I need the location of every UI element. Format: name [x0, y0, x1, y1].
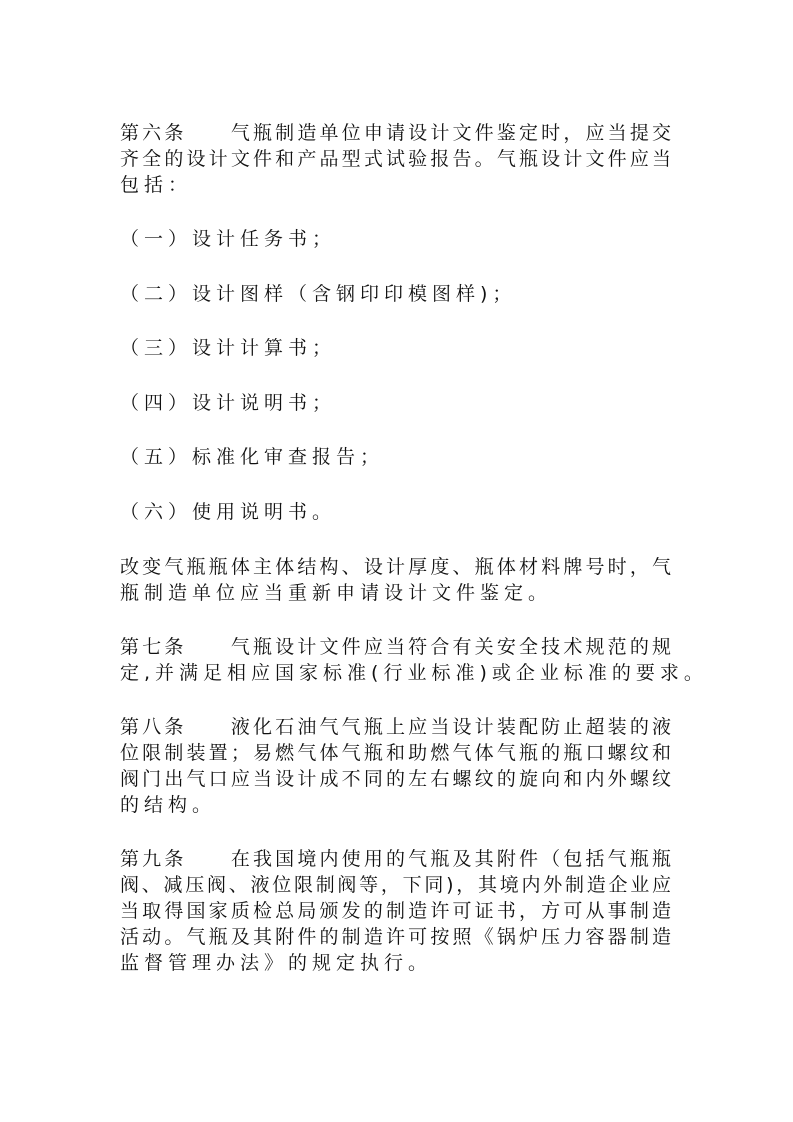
text-line: 监督管理办法》的规定执行。 — [120, 951, 433, 974]
text-line: 包括： — [120, 174, 193, 196]
text-line: （六）使用说明书。 — [120, 500, 337, 523]
list-item — [120, 444, 671, 470]
text-line: （一）设计任务书； — [120, 228, 337, 250]
text-line: （二）设计图样（含钢印印模图样)； — [120, 282, 517, 305]
paragraph — [120, 120, 671, 198]
text-line: 阀门出气口应当设计成不同的左右螺纹的旋向和内外螺纹 — [120, 767, 671, 790]
list-item — [120, 335, 671, 361]
list-item — [120, 226, 671, 252]
text-line: （三）设计计算书； — [120, 337, 337, 360]
text-line: 阀、减压阀、液位限制阀等，下同)，其境内外制造企业应 — [120, 873, 671, 896]
text-line: （四）设计说明书； — [120, 391, 337, 414]
paragraph — [120, 714, 671, 818]
text-line: 第九条 在我国境内使用的气瓶及其附件（包括气瓶瓶 — [120, 847, 671, 870]
text-line: 定,并满足相应国家标准(行业标准)或企业标准的要求。 — [120, 661, 708, 684]
text-line: 第八条 液化石油气气瓶上应当设计装配防止超装的液 — [120, 715, 671, 738]
text-line: 瓶制造单位应当重新申请设计文件鉴定。 — [120, 581, 553, 604]
paragraph — [120, 554, 671, 606]
document-body — [120, 120, 708, 1004]
text-line: 活动。气瓶及其附件的制造许可按照《锅炉压力容器制造 — [120, 925, 671, 948]
paragraph — [120, 846, 671, 976]
paragraph — [120, 634, 708, 686]
text-line: 改变气瓶瓶体主体结构、设计厚度、瓶体材料牌号时，气 — [120, 555, 671, 578]
text-line: （五）标准化审查报告； — [120, 446, 385, 469]
list-item — [120, 281, 671, 307]
list-item — [120, 390, 671, 416]
text-line: 的结构。 — [120, 793, 217, 816]
text-line: 当取得国家质检总局颁发的制造许可证书，方可从事制造 — [120, 899, 671, 922]
text-line: 第六条 气瓶制造单位申请设计文件鉴定时，应当提交 — [120, 122, 671, 144]
list-item — [120, 499, 671, 525]
text-line: 齐全的设计文件和产品型式试验报告。气瓶设计文件应当 — [120, 148, 671, 170]
text-line: 第七条 气瓶设计文件应当符合有关安全技术规范的规 — [120, 635, 671, 658]
text-line: 位限制装置；易燃气体气瓶和助燃气体气瓶的瓶口螺纹和 — [120, 741, 671, 764]
